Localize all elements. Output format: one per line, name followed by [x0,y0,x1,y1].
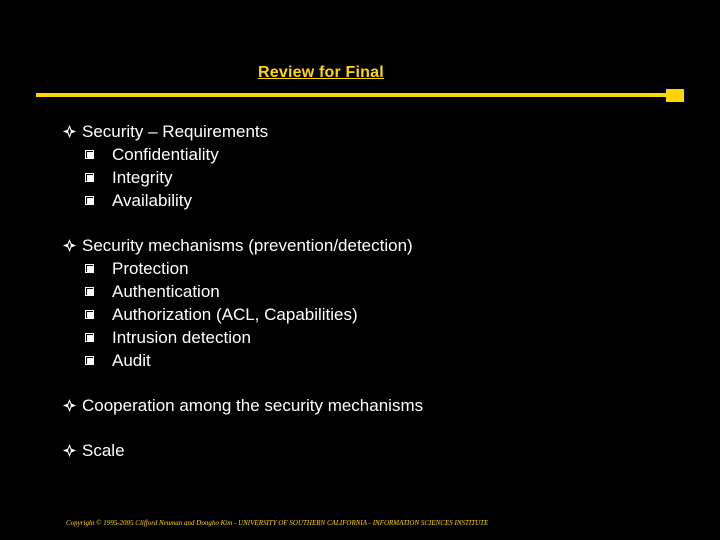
section-heading-label: Cooperation among the security mechanisms [82,396,424,415]
checkbox-square-icon [85,173,94,182]
checkbox-square-icon [85,150,94,159]
list-item-label: Intrusion detection [112,328,251,347]
list-item-label: Confidentiality [112,145,219,164]
diamond-icon [62,398,77,413]
checkbox-square-icon [85,310,94,319]
section-heading-requirements [62,120,702,143]
list-item-label: Authorization (ACL, Capabilities) [112,305,358,324]
list-item [62,166,702,189]
list-item [62,280,702,303]
title-underline-rule [36,93,668,97]
diamond-icon [62,124,77,139]
slide-content [62,120,702,462]
title-rule-end-block [666,89,684,102]
list-item [62,303,702,326]
checkbox-square-icon [85,287,94,296]
list-item-label: Authentication [112,282,220,301]
diamond-icon [62,238,77,253]
section-heading-cooperation [62,394,702,417]
list-item-label: Audit [112,351,151,370]
section-heading-label: Scale [82,441,125,460]
section-heading-label: Security mechanisms (prevention/detection) [82,236,413,255]
list-item-label: Availability [112,191,193,210]
list-item [62,326,702,349]
checkbox-square-icon [85,356,94,365]
list-item [62,143,702,166]
requirements-list [62,143,702,212]
checkbox-square-icon [85,264,94,273]
slide-title: Review for Final [258,64,384,81]
section-heading-scale [62,439,702,462]
section-heading-mechanisms [62,234,702,257]
list-item-label: Integrity [112,168,173,187]
list-item [62,349,702,372]
section-heading-label: Security – Requirements [82,122,269,141]
list-item-label: Protection [112,259,189,278]
checkbox-square-icon [85,333,94,342]
diamond-icon [62,443,77,458]
copyright-footer: Copyright © 1995-2005 Clifford Neuman and Dongho Kim - UNIVERSITY OF SOUTHERN CALIFORNIA - INFORMATION SCIENCES INSTITUTE [66,519,489,527]
list-item [62,257,702,280]
list-item [62,189,702,212]
mechanisms-list [62,257,702,372]
checkbox-square-icon [85,196,94,205]
